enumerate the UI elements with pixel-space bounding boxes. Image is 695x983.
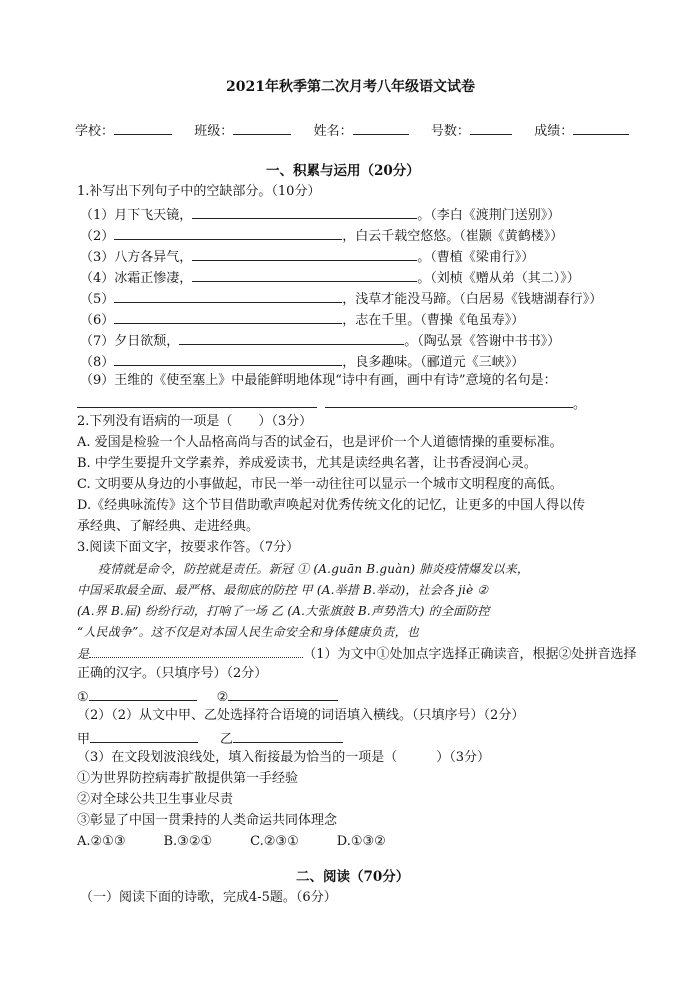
q2-option-d: D.《经典咏流传》这个节目借助歌声唤起对优秀传统文化的记忆，让更多的中国人得以传 xyxy=(77,498,586,513)
q3-sub2-blank-2[interactable] xyxy=(233,729,343,743)
q2-stem: 2.下列没有语病的一项是（ ）（3分） xyxy=(77,414,313,429)
score-label: 成绩： xyxy=(534,124,574,139)
q3-sub2: （2）（2）从文中甲、乙处选择符合语境的词语填入横线。（只填序号）（2分） xyxy=(77,708,525,723)
school-label: 学校： xyxy=(75,124,115,139)
q3-sub2-blank-1[interactable] xyxy=(90,729,198,743)
q3-passage-3: (A.界 B.届) 纷纷行动，打响了一场 乙 (A.大张旗鼓 B.声势浩大) 的全面防控 xyxy=(77,604,490,618)
q1-blank-4[interactable] xyxy=(192,268,417,282)
q3-sub3: （3）在文段划波浪线处，填入衔接最为恰当的一项是（ ）（3分） xyxy=(77,750,491,765)
section2-heading: 二、阅读（70分） xyxy=(296,869,410,885)
q3-sub1-cont: 正确的汉字。（只填序号）（2分） xyxy=(77,666,268,681)
q2-option-c: C. 文明要从身边的小事做起，市民一举一动往往可以显示一个城市文明程度的高低。 xyxy=(77,477,563,492)
q3-sub1-blank-2[interactable] xyxy=(228,687,338,701)
q1-blank-8[interactable] xyxy=(114,352,342,366)
q1-line-9-answer: 。 xyxy=(77,394,586,413)
q3-option-b: B.③②① xyxy=(163,834,213,849)
student-info-row xyxy=(75,121,629,140)
q1-blank-6[interactable] xyxy=(114,310,342,324)
number-field[interactable] xyxy=(470,121,512,135)
class-field[interactable] xyxy=(233,121,291,135)
q1-stem: 1.补写出下列句子中的空缺部分。（10分） xyxy=(77,184,321,199)
q3-option-a: A.②①③ xyxy=(77,834,126,849)
name-label: 姓名： xyxy=(313,124,353,139)
q1-line-2: （2） ，白云千载空悠悠。（崔颢《黄鹤楼》） xyxy=(80,226,563,245)
score-field[interactable] xyxy=(573,121,629,135)
q1-line-5: （5） ，浅草才能没马蹄。（白居易《钱塘湖春行》） xyxy=(80,289,602,308)
section2-sub: （一）阅读下面的诗歌，完成4-5题。（6分） xyxy=(80,890,337,905)
q1-line-6: （6） ，志在千里。（曹操《龟虽寿》） xyxy=(80,310,524,329)
q1-line-4: （4）冰霜正惨凄， 。（刘桢《赠从弟（其二）》） xyxy=(80,268,580,287)
q3-sub3-item-3: ③彰显了中国一贯秉持的人类命运共同体理念 xyxy=(77,813,338,828)
q3-passage-4: “人民战争”。这不仅是对本国人民生命安全和身体健康负责，也 xyxy=(77,625,420,639)
q1-line-3: （3）八方各异气， 。（曹植《梁甫行》） xyxy=(80,247,534,266)
school-field[interactable] xyxy=(114,121,172,135)
number-label: 号数： xyxy=(430,124,470,139)
q2-option-a: A. 爱国是检验一个人品格高尚与否的试金石，也是评价一个人道德情操的重要标准。 xyxy=(77,435,563,450)
q3-passage-2: 中国采取最全面、最严格、最彻底的防控 甲 (A.举措 B.举动)，社会各 jiè ② xyxy=(77,583,489,597)
q1-blank-2[interactable] xyxy=(114,226,342,240)
q3-passage-1: 疫情就是命令，防控就是责任。新冠 ① (A.guān B.guàn) 肺炎疫情爆发以来， xyxy=(98,562,530,576)
q3-sub2-answers: 甲 乙 xyxy=(77,729,343,748)
q1-blank-9a[interactable] xyxy=(77,394,317,408)
q1-line-7: （7）夕日欲颓， 。（陶弘景《答谢中书书》） xyxy=(80,331,560,350)
q3-option-d: D.①③② xyxy=(336,834,386,849)
q3-sub1: （1）为文中①处加点字选择正确读音，根据②处拼音选择 xyxy=(303,647,637,662)
q3-wave-blank[interactable] xyxy=(89,645,303,658)
exam-title: 2021年秋季第二次月考八年级语文试卷 xyxy=(226,79,475,95)
q3-stem: 3.阅读下面文字，按要求作答。（7分） xyxy=(77,540,300,555)
q3-sub3-item-1: ①为世界防控病毒扩散提供第一手经验 xyxy=(77,771,299,786)
q3-option-c: C.②③① xyxy=(250,834,299,849)
class-label: 班级： xyxy=(194,124,234,139)
q3-sub1-blank-1[interactable] xyxy=(89,687,197,701)
q3-sub1-answers: ① ② xyxy=(77,687,338,706)
q3-passage-5: 是 （1）为文中①处加点字选择正确读音，根据②处拼音选择 xyxy=(77,647,637,662)
q1-blank-9b[interactable] xyxy=(325,394,573,408)
q1-line-8: （8） ，良多趣味。（郦道元《三峡》） xyxy=(80,352,524,371)
q3-sub3-options xyxy=(77,834,386,850)
q2-option-b: B. 中学生要提升文学素养，养成爱读书，尤其是读经典名著，让书香浸润心灵。 xyxy=(77,456,537,471)
q1-line-1: （1）月下飞天镜， 。（李白《渡荆门送别》） xyxy=(80,205,560,224)
name-field[interactable] xyxy=(353,121,409,135)
section1-heading: 一、积累与运用（20分） xyxy=(266,163,420,179)
q1-blank-7[interactable] xyxy=(179,331,404,345)
q1-blank-1[interactable] xyxy=(192,205,417,219)
q1-line-9: （9）王维的《使至塞上》中最能鲜明地体现“诗中有画，画中有诗”意境的名句是： xyxy=(80,373,557,388)
q3-sub3-item-2: ②对全球公共卫生事业尽责 xyxy=(77,792,234,807)
q2-option-d-cont: 承经典、了解经典、走进经典。 xyxy=(77,519,260,534)
q1-blank-3[interactable] xyxy=(192,247,417,261)
q1-blank-5[interactable] xyxy=(114,289,342,303)
